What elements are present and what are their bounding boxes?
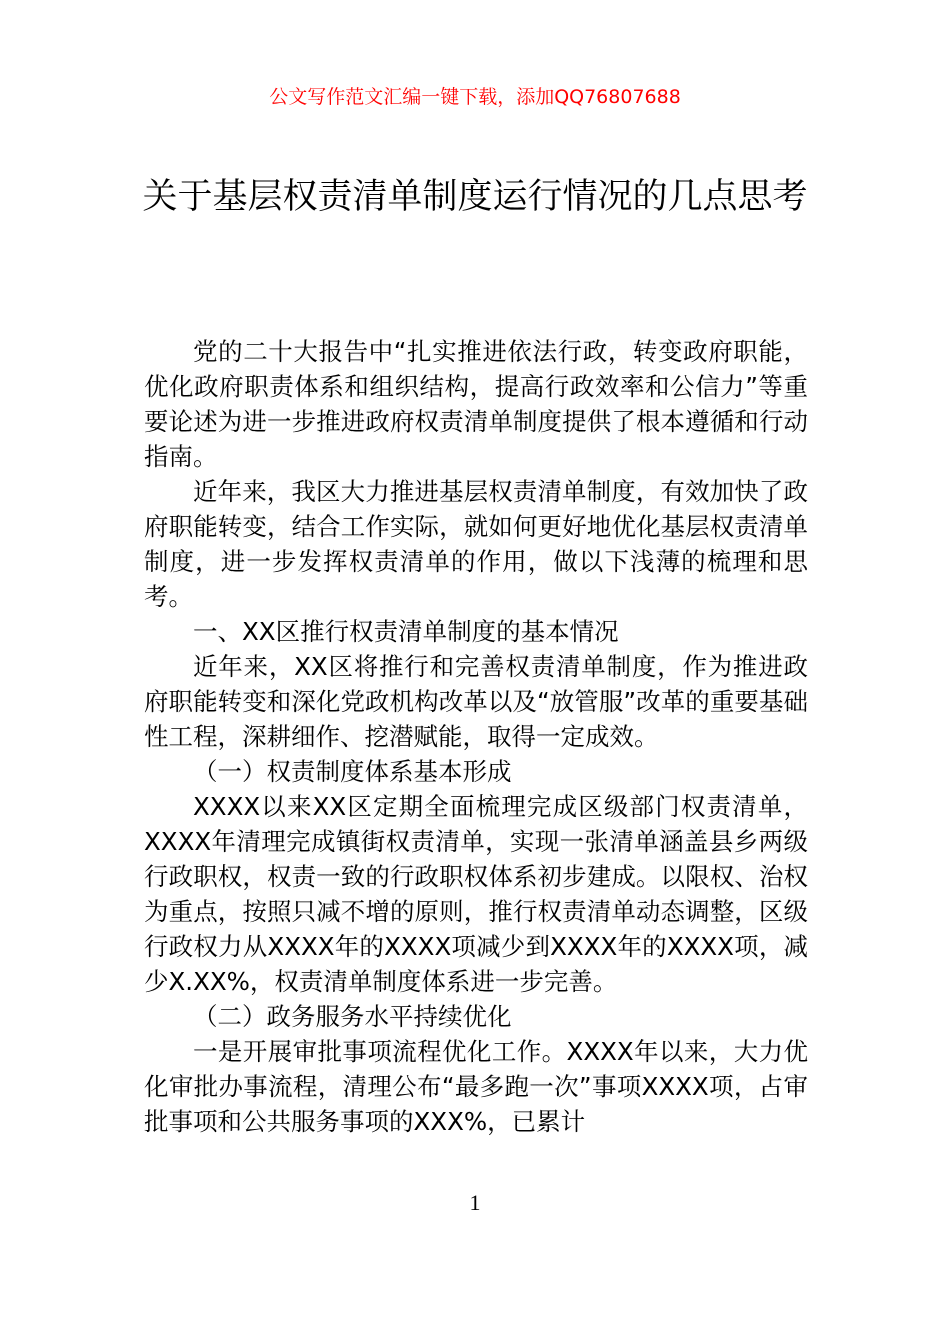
watermark-text: 公文写作范文汇编一键下载，添加QQ76807688 [269,86,681,108]
subsection-heading-2: （二）政务服务水平持续优化 [193,1002,512,1031]
paragraph-subsection-1: XXXX以来XX区定期全面梳理完成区级部门权责清单，XXXX年清理完成镇街权责清单，实现一张清单涵盖县乡两级行政职权，权责一致的行政职权体系初步建成。以限权、治权为重点，按照只减不增的原则，推行权责清单动态调整，区级行政权力从XXXX年的XXXX项减少到XXXX年的XXXX项，减少X.XX%，权责清单制度体系进一步完善。 [144,792,808,996]
paragraph-background: 近年来，我区大力推进基层权责清单制度，有效加快了政府职能转变，结合工作实际，就如何更好地优化基层权责清单制度，进一步发挥权责清单的作用，做以下浅薄的梳理和思考。 [144,477,808,611]
document-body [144,334,808,1139]
subsection-heading-1: （一）权责制度体系基本形成 [193,757,512,786]
paragraph-intro: 党的二十大报告中“扎实推进依法行政，转变政府职能，优化政府职责体系和组织结构，提高行政效率和公信力”等重要论述为进一步推进政府权责清单制度提供了根本遵循和行动指南。 [144,337,808,471]
page-number: 1 [469,1190,481,1215]
paragraph-section-1: 近年来，XX区将推行和完善权责清单制度，作为推进政府职能转变和深化党政机构改革以及“放管服”改革的重要基础性工程，深耕细作、挖潜赋能，取得一定成效。 [144,652,808,751]
paragraph-subsection-2: 一是开展审批事项流程优化工作。XXXX年以来，大力优化审批办事流程，清理公布“最多跑一次”事项XXXX项，占审批事项和公共服务事项的XXX%，已累计 [144,1037,808,1136]
section-heading-1: 一、XX区推行权责清单制度的基本情况 [193,617,619,646]
document-title: 关于基层权责清单制度运行情况的几点思考 [142,177,808,217]
